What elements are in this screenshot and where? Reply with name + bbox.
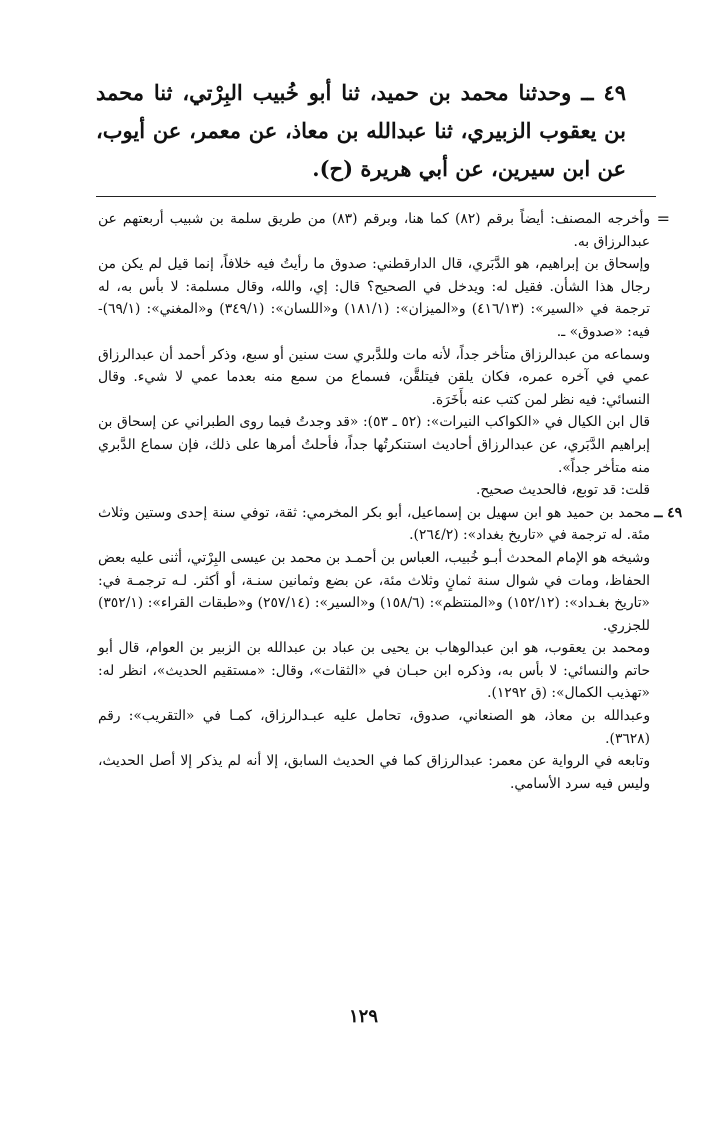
footnote-text: وشيخه هو الإمام المحدث أبـو خُبيب، العباس بن أحمـد بن محمد بن عيسى البِرْتي، أثنى عليه بعض الحفاظ، ومات في شوال سنة ثمانٍ وثلاث مئة، عن بضع وثمانين سنـة، أو أكثر. لـه ترجمـة في: «تاريخ بغـداد»: (١٥٢/١٢) و«المنتظم»: (١٥٨/٦) و«السير»: (٢٥٧/١٤) و«طبقات القراء»: (٣٥٢/١) للجزري. xyxy=(98,549,650,634)
continuation-mark: = xyxy=(656,209,670,228)
footnote-text: وأخرجه المصنف: أيضاً برقم (٨٢) كما هنا، وبرقم (٨٣) من طريق سلمة بن شبيب أربعتهم عن عبدالرزاق به. xyxy=(98,211,651,250)
hadith-49-paragraph: ٤٩ ــ وحدثنا محمد بن حميد، ثنا أبو خُبيب البِرْتي، ثنا محمد بن يعقوب الزبيري، ثنا عبدالله بن معاذ، عن معمر، عن أيوب، عن ابن سيرين، عن أبي هريرة (ح). xyxy=(96,80,626,181)
footnote-text: وسماعه من عبدالرزاق متأخر جداً، لأنه مات وللدَّبري ست سنين أو سبع، وذكر أحمد أن عبدالرزاق عمي في آخره عمره، فكان يلقن فيتلقَّن، فسماع من سمع منه بعدما عمي لا شيء. وقال النسائي: فيه نظر لمن كتب عنه بأَخَرَة. xyxy=(98,346,650,408)
footnote-text: وإسحاق بن إبراهيم، هو الدَّبَري، قال الدارقطني: صدوق ما رأيتُ فيه خلافاً، إنما قيل لم يكن من رجال هذا الشأن. فقيل له: ويدخل في الصحيح؟ قال: إي، والله، وقال مسلمة: لا بأس به، له ترجمة في «السير»: (٤١٦/١٣) و«الميزان»: (١٨١/١) و«اللسان»: (٣٤٩/١) و«المغني»: (٦٩/١)- فيه: «صدوق» ـ. xyxy=(98,256,650,340)
footnote-text: قلت: قد توبع، فالحديث صحيح. xyxy=(476,482,650,499)
footnote-text: محمد بن حميد هو ابن سهيل بن إسماعيل، أبو بكر المخرمي: ثقة، توفي سنة إحدى وستين وثلاث مئة. له ترجمة في «تاريخ بغداد»: (٢٦٤/٢). xyxy=(98,504,650,544)
footnote-text: وعبدالله بن معاذ، هو الصنعاني، صدوق، تحامل عليه عبـدالرزاق، كمـا في «التقريب»: رقم (٣٦٢٨). xyxy=(98,708,650,747)
footnote-line xyxy=(98,750,650,795)
page-number: ١٢٩ xyxy=(348,1006,378,1027)
footnote-text: قال ابن الكيال في «الكواكب النيرات»: (٥٢ ـ ٥٣): «قد وجدتُ فيما روى الطبراني عن إسحاق بن إبراهيم الدَّبَري، عن عبدالرزاق أحاديث استنكرتُها جداً، فأحلتُ أمرها على ذلك، فإن سماع الدَّبري منه متأخر جداً». xyxy=(98,414,650,476)
footnote-line xyxy=(98,705,650,750)
footnote-line xyxy=(98,208,670,253)
footnote-line xyxy=(98,253,650,343)
footnote-text: ومحمد بن يعقوب، هو ابن عبدالوهاب بن يحيى بن عباد بن عبدالله بن الزبير بن العوام، قال أبو حاتم والنسائي: لا بأس به، وذكره ابن حبـان في «الثقات»، وقال: «مستقيم الحديث»، انظر له: «تهذيب الكمال»: (ق ١٢٩٢). xyxy=(98,640,650,702)
footnote-line xyxy=(98,344,650,412)
footnote-line xyxy=(98,637,650,705)
footnote-line xyxy=(98,411,650,479)
footnote-line xyxy=(98,479,650,502)
footnote-text: وتابعه في الرواية عن معمر: عبدالرزاق كما في الحديث السابق، إلا أنه لم يذكر إلا أصل الحديث، وليس فيه سرد الأسامي. xyxy=(98,753,650,792)
footnotes xyxy=(98,208,682,795)
footnote-line xyxy=(98,502,682,547)
hadith-text xyxy=(96,74,626,188)
footnote-number: ٤٩ ــ xyxy=(654,504,682,521)
footnote-line xyxy=(98,547,650,637)
footnote-separator xyxy=(96,196,656,197)
